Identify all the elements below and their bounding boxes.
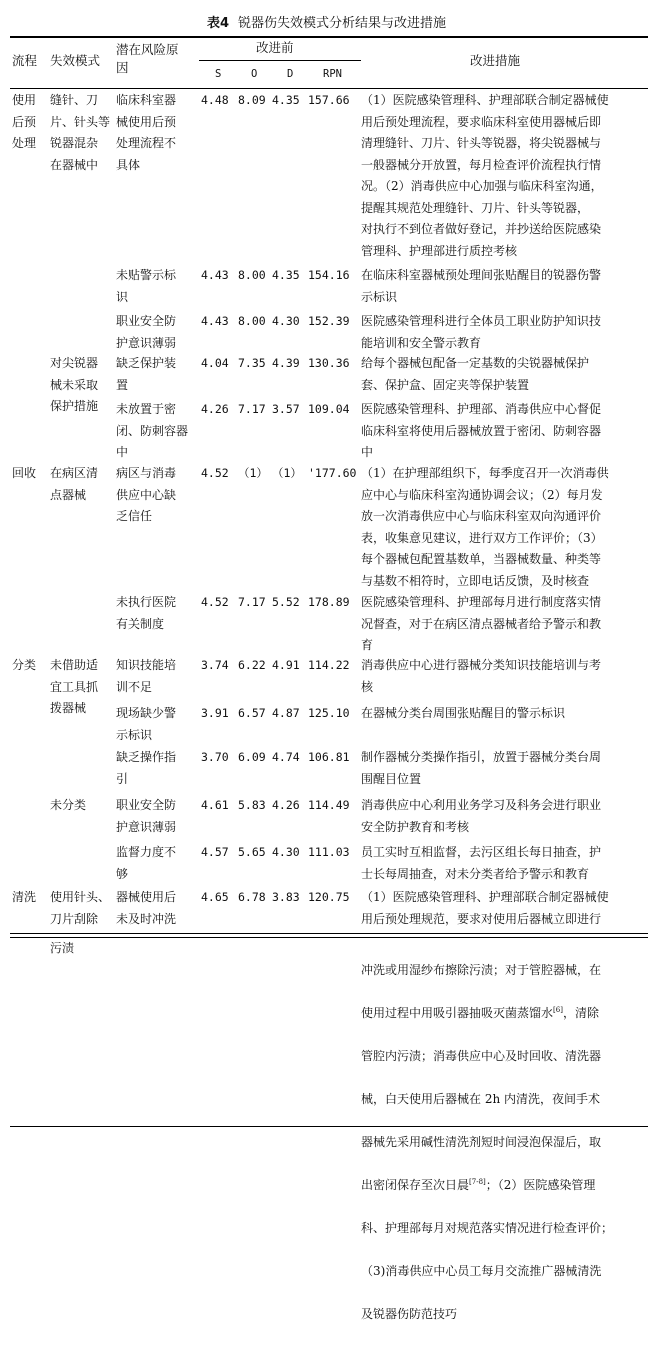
cell-d: 4.39 bbox=[272, 356, 300, 370]
cell-risk-cause: 监督力度不 够 bbox=[116, 845, 177, 881]
cell-d: 3.57 bbox=[272, 402, 300, 416]
table-top-rule bbox=[10, 36, 648, 38]
cell-process: 清洗 bbox=[12, 890, 37, 904]
cell-d: 5.52 bbox=[272, 595, 300, 609]
cell-d: 4.91 bbox=[272, 658, 300, 672]
measure-line: 及锐器伤防范技巧 bbox=[361, 1306, 458, 1321]
cell-d: 4.35 bbox=[272, 93, 300, 107]
cell-rpn: 114.22 bbox=[308, 658, 350, 672]
measure-line: 器械先采用碱性清洗剂短时间浸泡保湿后，取 bbox=[361, 1134, 602, 1149]
cell-risk-cause: 病区与消毒 供应中心缺 乏信任 bbox=[116, 466, 177, 523]
cell-o: 8.00 bbox=[238, 314, 266, 328]
cell-rpn: 152.39 bbox=[308, 314, 350, 328]
cell-s: 3.91 bbox=[201, 706, 229, 720]
cell-s: 3.70 bbox=[201, 750, 229, 764]
cell-s: 4.61 bbox=[201, 798, 229, 812]
measure-line: 出密闭保存至次日晨[7-8]；（2）医院感染管理 bbox=[361, 1177, 596, 1192]
cell-s: 3.74 bbox=[201, 658, 229, 672]
header-rpn: RPN bbox=[323, 68, 342, 80]
cell-rpn: 114.49 bbox=[308, 798, 350, 812]
cell-failure-mode: 对尖锐器 械未采取 保护措施 bbox=[50, 356, 99, 413]
citation-ref: [7-8] bbox=[469, 1177, 486, 1186]
cell-s: 4.52 bbox=[201, 595, 229, 609]
cell-risk-cause: 未放置于密 闭、防刺容器 中 bbox=[116, 402, 189, 459]
table-break-rule-1 bbox=[10, 933, 648, 934]
table-caption bbox=[0, 12, 653, 31]
cell-o: 6.09 bbox=[238, 750, 266, 764]
header-bottom-rule bbox=[10, 88, 648, 89]
continuation-measure bbox=[361, 938, 646, 1347]
cell-s: 4.43 bbox=[201, 314, 229, 328]
cell-o: 7.35 bbox=[238, 356, 266, 370]
cell-risk-cause: 器械使用后 未及时冲洗 bbox=[116, 890, 177, 926]
measure-line: 管腔内污渍；消毒供应中心及时回收、清洗器 bbox=[361, 1048, 602, 1063]
cell-risk-cause: 现场缺少警 示标识 bbox=[116, 706, 177, 742]
cell-failure-mode: 未借助适 宜工具抓 拨器械 bbox=[50, 658, 99, 715]
cell-o: 6.57 bbox=[238, 706, 266, 720]
cell-measure: 消毒供应中心利用业务学习及科务会进行职业 安全防护教育和考核 bbox=[361, 798, 602, 834]
cell-rpn: 111.03 bbox=[308, 845, 350, 859]
cell-d: 4.30 bbox=[272, 845, 300, 859]
cell-rpn: 157.66 bbox=[308, 93, 350, 107]
cell-failure-mode: 使用针头、 刀片刮除 bbox=[50, 890, 111, 926]
cell-d: 4.26 bbox=[272, 798, 300, 812]
citation-ref: [6] bbox=[553, 1005, 563, 1014]
cell-process: 使用 后预 处理 bbox=[12, 93, 37, 150]
cell-s: 4.26 bbox=[201, 402, 229, 416]
measure-line: 械，白天使用后器械在 2h 内清洗，夜间手术 bbox=[361, 1091, 600, 1106]
cell-rpn: 154.16 bbox=[308, 268, 350, 282]
cell-risk-cause: 知识技能培 训不足 bbox=[116, 658, 177, 694]
cell-measure: 在临床科室器械预处理间张贴醒目的锐器伤警 示标识 bbox=[361, 268, 602, 304]
cell-risk-cause: 职业安全防 护意识薄弱 bbox=[116, 314, 177, 350]
header-sub-rule bbox=[199, 60, 361, 61]
cell-s: 4.52 bbox=[201, 466, 229, 480]
cell-process: 回收 bbox=[12, 466, 37, 480]
cell-failure-mode: 在病区清 点器械 bbox=[50, 466, 99, 502]
cell-risk-cause: 缺乏保护装 置 bbox=[116, 356, 177, 392]
cell-measure: 给每个器械包配备一定基数的尖锐器械保护 套、保护盒、固定夹等保护装置 bbox=[361, 356, 590, 392]
cell-o: 6.78 bbox=[238, 890, 266, 904]
cell-s: 4.48 bbox=[201, 93, 229, 107]
cell-risk-cause: 缺乏操作指 引 bbox=[116, 750, 177, 786]
measure-line: （3)消毒供应中心员工每月交流推广器械清洗 bbox=[361, 1263, 602, 1278]
cell-o: 7.17 bbox=[238, 595, 266, 609]
cell-s: 4.04 bbox=[201, 356, 229, 370]
cell-risk-cause: 未执行医院 有关制度 bbox=[116, 595, 177, 631]
measure-line: 冲洗或用湿纱布擦除污渍；对于管腔器械，在 bbox=[361, 962, 602, 977]
cell-rpn: 109.04 bbox=[308, 402, 350, 416]
caption-label: 表4 bbox=[206, 16, 229, 31]
cell-rpn: '177.60 bbox=[308, 466, 357, 480]
cell-d: 4.35 bbox=[272, 268, 300, 282]
cell-d: 4.74 bbox=[272, 750, 300, 764]
table-bottom-rule bbox=[10, 1126, 648, 1127]
cell-d: （1） bbox=[272, 466, 302, 480]
header-process: 流程 bbox=[12, 53, 38, 68]
cell-rpn: 130.36 bbox=[308, 356, 350, 370]
cell-failure-mode: 缝针、刀 片、针头等 锐器混杂 在器械中 bbox=[50, 93, 111, 172]
cell-measure: 医院感染管理科进行全体员工职业防护知识技 能培训和安全警示教育 bbox=[361, 314, 602, 350]
cell-o: 6.22 bbox=[238, 658, 266, 672]
cell-risk-cause: 职业安全防 护意识薄弱 bbox=[116, 798, 177, 834]
cell-measure: （1）在护理部组织下，每季度召开一次消毒供 应中心与临床科室沟通协调会议；（2）每月发 放一次消毒供应中心与临床科室双向沟通评价 表，收集意见建议，进行双方工作评价；（3） 每个器械包配置基数单，当器械数量、种类等 与基数不相符时，立即电话反馈，及时核查 bbox=[361, 466, 609, 588]
cell-d: 4.30 bbox=[272, 314, 300, 328]
header-d: D bbox=[287, 68, 294, 80]
cell-o: 7.17 bbox=[238, 402, 266, 416]
cell-o: 8.00 bbox=[238, 268, 266, 282]
cell-measure: 医院感染管理科、护理部、消毒供应中心督促 临床科室将使用后器械放置于密闭、防刺容器 中 bbox=[361, 402, 602, 459]
header-before: 改进前 bbox=[256, 40, 294, 55]
cell-d: 3.83 bbox=[272, 890, 300, 904]
cell-measure: （1）医院感染管理科、护理部联合制定器械使 用后预处理规范，要求对使用后器械立即进行 bbox=[361, 890, 609, 926]
header-cause: 潜在风险原 因 bbox=[116, 42, 179, 75]
cell-s: 4.65 bbox=[201, 890, 229, 904]
header-mode: 失效模式 bbox=[50, 53, 101, 68]
cell-measure: 医院感染管理科、护理部每月进行制度落实情 况督查，对于在病区清点器械者给予警示和教 育 bbox=[361, 595, 602, 652]
cell-rpn: 120.75 bbox=[308, 890, 350, 904]
cell-measure: 消毒供应中心进行器械分类知识技能培训与考 核 bbox=[361, 658, 602, 694]
header-s: S bbox=[215, 68, 222, 80]
cell-risk-cause: 临床科室器 械使用后预 处理流程不 具体 bbox=[116, 93, 177, 172]
measure-line: 科、护理部每月对规范落实情况进行检查评价； bbox=[361, 1220, 614, 1235]
measure-line: 使用过程中用吸引器抽吸灭菌蒸馏水[6]，清除 bbox=[361, 1005, 599, 1020]
cell-rpn: 125.10 bbox=[308, 706, 350, 720]
cell-o: 8.09 bbox=[238, 93, 266, 107]
cell-measure: 在器械分类台周围张贴醒目的警示标识 bbox=[361, 706, 566, 720]
header-o: O bbox=[251, 68, 258, 80]
cell-failure-mode: 未分类 bbox=[50, 798, 87, 812]
cell-s: 4.43 bbox=[201, 268, 229, 282]
cell-o: （1） bbox=[238, 466, 268, 480]
cell-o: 5.65 bbox=[238, 845, 266, 859]
cell-d: 4.87 bbox=[272, 706, 300, 720]
cell-o: 5.83 bbox=[238, 798, 266, 812]
header-measures: 改进措施 bbox=[470, 53, 521, 68]
cell-measure: 制作器械分类操作指引，放置于器械分类台周 围醒目位置 bbox=[361, 750, 602, 786]
cell-process: 分类 bbox=[12, 658, 37, 672]
cell-risk-cause: 未贴警示标 识 bbox=[116, 268, 177, 304]
continuation-mode: 污渍 bbox=[50, 941, 75, 955]
caption-title: 锐器伤失效模式分析结果与改进措施 bbox=[238, 16, 447, 31]
cell-measure: （1）医院感染管理科、护理部联合制定器械使 用后预处理流程，要求临床科室使用器械后即 清理缝针、刀片、针头等锐器，将尖锐器械与 一般器械分开放置，每月检查评价流程执行情 况。（2）消毒供应中心加强与临床科室沟通， 提醒其规范处理缝针、刀片、针头等锐器， 对执行不到位者做好登记，并抄送给医院感染 管理科、护理部进行质控考核 bbox=[361, 93, 609, 258]
cell-rpn: 106.81 bbox=[308, 750, 350, 764]
cell-rpn: 178.89 bbox=[308, 595, 350, 609]
cell-s: 4.57 bbox=[201, 845, 229, 859]
cell-measure: 员工实时互相监督，去污区组长每日抽查，护 士长每周抽查，对未分类者给予警示和教育 bbox=[361, 845, 602, 881]
